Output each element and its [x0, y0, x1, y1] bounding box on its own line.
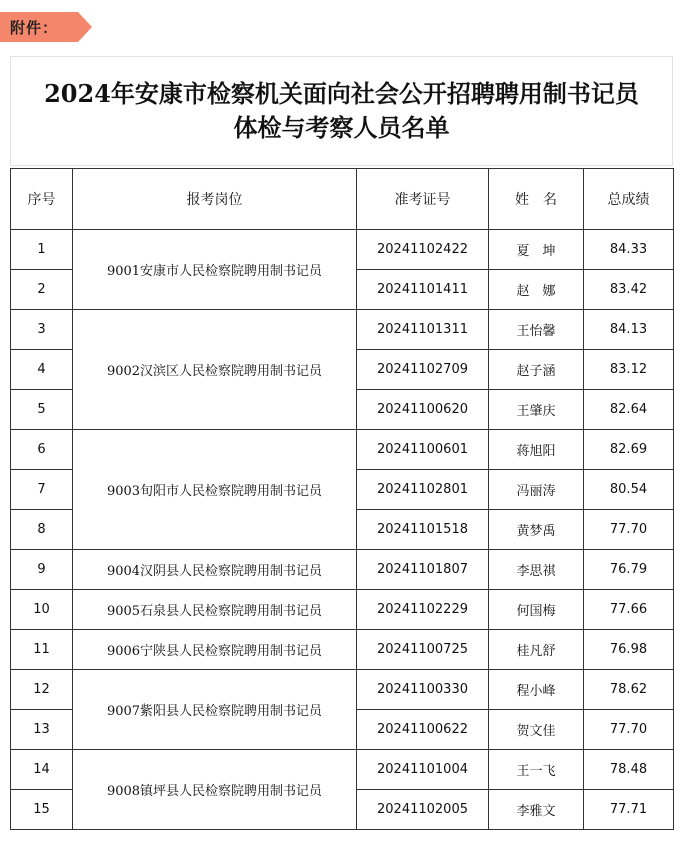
cell-name: 黄梦禹 — [489, 510, 584, 550]
cell-score: 77.70 — [584, 710, 674, 750]
cell-name: 何国梅 — [489, 590, 584, 630]
cell-seq: 10 — [11, 590, 73, 630]
cell-ticket: 20241101311 — [357, 310, 489, 350]
cell-ticket: 20241100622 — [357, 710, 489, 750]
cell-post: 9005石泉县人民检察院聘用制书记员 — [73, 590, 357, 630]
cell-ticket: 20241100725 — [357, 630, 489, 670]
table-row — [11, 590, 674, 630]
cell-name: 贺文佳 — [489, 710, 584, 750]
cell-post: 9008镇坪县人民检察院聘用制书记员 — [73, 750, 357, 830]
cell-name: 夏 坤 — [489, 230, 584, 270]
cell-score: 77.70 — [584, 510, 674, 550]
title-line-1: 2024年安康市检察机关面向社会公开招聘聘用制书记员 — [44, 79, 639, 108]
cell-seq: 15 — [11, 790, 73, 830]
cell-seq: 5 — [11, 390, 73, 430]
table-row — [11, 310, 674, 350]
table-row — [11, 630, 674, 670]
cell-name: 赵 娜 — [489, 270, 584, 310]
cell-ticket: 20241101807 — [357, 550, 489, 590]
table-row — [11, 550, 674, 590]
cell-seq: 12 — [11, 670, 73, 710]
cell-name: 蒋旭阳 — [489, 430, 584, 470]
cell-ticket: 20241100620 — [357, 390, 489, 430]
cell-name: 王怡馨 — [489, 310, 584, 350]
cell-name: 赵子涵 — [489, 350, 584, 390]
table-row — [11, 430, 674, 470]
cell-post: 9006宁陕县人民检察院聘用制书记员 — [73, 630, 357, 670]
cell-post: 9001安康市人民检察院聘用制书记员 — [73, 230, 357, 310]
cell-score: 82.69 — [584, 430, 674, 470]
candidate-table — [10, 168, 674, 830]
cell-seq: 11 — [11, 630, 73, 670]
cell-seq: 7 — [11, 470, 73, 510]
cell-ticket: 20241102005 — [357, 790, 489, 830]
cell-ticket: 20241101518 — [357, 510, 489, 550]
cell-seq: 6 — [11, 430, 73, 470]
table-row — [11, 670, 674, 710]
header-name: 姓 名 — [489, 169, 584, 230]
cell-seq: 8 — [11, 510, 73, 550]
table-row — [11, 230, 674, 270]
header-post: 报考岗位 — [73, 169, 357, 230]
cell-score: 76.98 — [584, 630, 674, 670]
attachment-tag — [0, 12, 92, 42]
cell-post: 9002汉滨区人民检察院聘用制书记员 — [73, 310, 357, 430]
table-row — [11, 750, 674, 790]
cell-score: 77.71 — [584, 790, 674, 830]
attachment-label: 附件： — [10, 19, 59, 37]
cell-name: 冯丽涛 — [489, 470, 584, 510]
cell-seq: 4 — [11, 350, 73, 390]
cell-ticket: 20241101411 — [357, 270, 489, 310]
header-ticket: 准考证号 — [357, 169, 489, 230]
cell-seq: 3 — [11, 310, 73, 350]
cell-score: 76.79 — [584, 550, 674, 590]
cell-post: 9003旬阳市人民检察院聘用制书记员 — [73, 430, 357, 550]
cell-seq: 1 — [11, 230, 73, 270]
cell-ticket: 20241102229 — [357, 590, 489, 630]
cell-ticket: 20241102422 — [357, 230, 489, 270]
cell-ticket: 20241100330 — [357, 670, 489, 710]
cell-name: 程小峰 — [489, 670, 584, 710]
cell-seq: 14 — [11, 750, 73, 790]
document-title — [11, 77, 672, 145]
header-seq: 序号 — [11, 169, 73, 230]
cell-score: 78.62 — [584, 670, 674, 710]
cell-name: 李思祺 — [489, 550, 584, 590]
cell-seq: 13 — [11, 710, 73, 750]
cell-score: 82.64 — [584, 390, 674, 430]
cell-ticket: 20241102709 — [357, 350, 489, 390]
cell-score: 84.33 — [584, 230, 674, 270]
cell-score: 77.66 — [584, 590, 674, 630]
title-box — [10, 56, 673, 166]
cell-ticket: 20241100601 — [357, 430, 489, 470]
cell-name: 王肇庆 — [489, 390, 584, 430]
cell-ticket: 20241101004 — [357, 750, 489, 790]
table-body — [11, 230, 674, 830]
table-header-row — [11, 169, 674, 230]
title-line-2: 体检与考察人员名单 — [233, 113, 450, 142]
cell-score: 80.54 — [584, 470, 674, 510]
cell-score: 78.48 — [584, 750, 674, 790]
cell-post: 9007紫阳县人民检察院聘用制书记员 — [73, 670, 357, 750]
cell-name: 王一飞 — [489, 750, 584, 790]
cell-ticket: 20241102801 — [357, 470, 489, 510]
cell-seq: 2 — [11, 270, 73, 310]
cell-name: 李雅文 — [489, 790, 584, 830]
cell-score: 83.42 — [584, 270, 674, 310]
cell-seq: 9 — [11, 550, 73, 590]
cell-post: 9004汉阴县人民检察院聘用制书记员 — [73, 550, 357, 590]
cell-score: 84.13 — [584, 310, 674, 350]
cell-score: 83.12 — [584, 350, 674, 390]
header-score: 总成绩 — [584, 169, 674, 230]
cell-name: 桂凡舒 — [489, 630, 584, 670]
